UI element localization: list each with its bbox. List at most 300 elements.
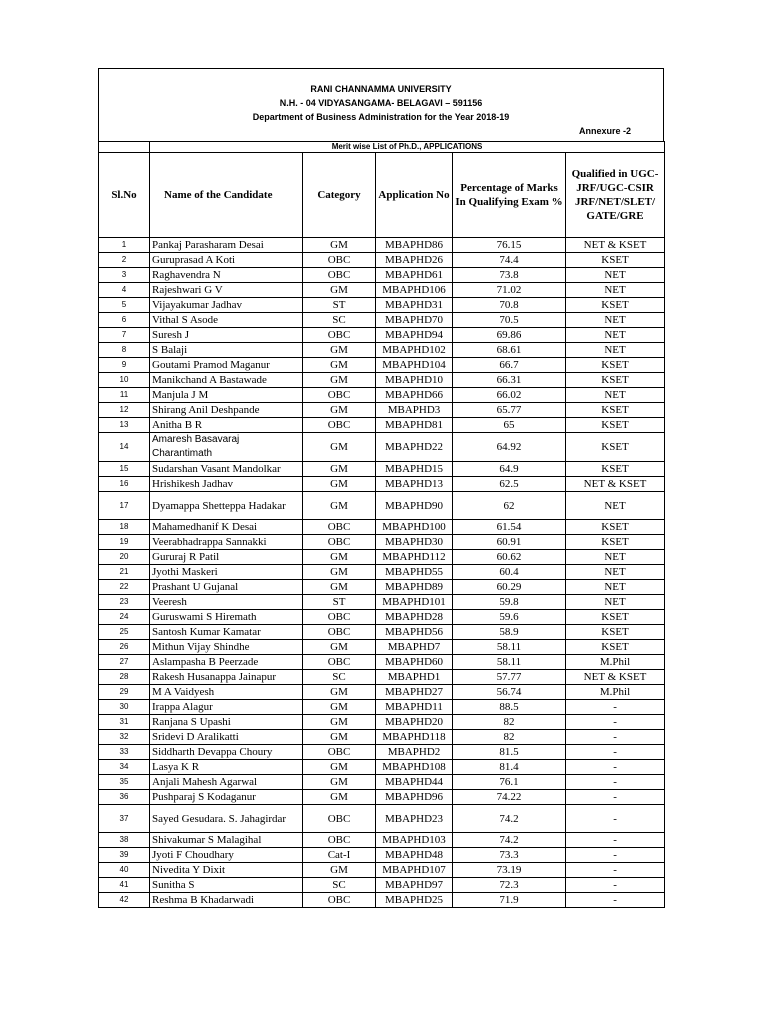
sl-number-cell: 24 [99,610,150,625]
candidate-name-cell: Amaresh Basavaraj Charantimath [150,433,303,462]
qualification-cell: - [566,805,665,833]
table-row [99,492,665,520]
qualification-cell: NET [566,492,665,520]
percentage-cell: 70.8 [453,298,566,313]
table-row [99,283,665,298]
candidate-name-cell: Prashant U Gujanal [150,580,303,595]
category-cell: GM [303,685,376,700]
col-header-category: Category [303,153,376,238]
application-no-cell: MBAPHD30 [376,535,453,550]
qualification-cell: NET & KSET [566,238,665,253]
sl-number-cell: 7 [99,328,150,343]
table-row [99,462,665,477]
candidate-name-cell: Pushparaj S Kodaganur [150,790,303,805]
table-row [99,580,665,595]
table-row [99,373,665,388]
category-cell: OBC [303,805,376,833]
percentage-cell: 72.3 [453,878,566,893]
sl-number-cell: 28 [99,670,150,685]
table-row [99,535,665,550]
table-row [99,595,665,610]
application-no-cell: MBAPHD26 [376,253,453,268]
application-no-cell: MBAPHD112 [376,550,453,565]
table-row [99,610,665,625]
sl-number-cell: 19 [99,535,150,550]
percentage-cell: 62.5 [453,477,566,492]
candidate-name-cell: Rajeshwari G V [150,283,303,298]
qualification-cell: NET [566,595,665,610]
category-cell: GM [303,283,376,298]
sl-number-cell: 8 [99,343,150,358]
qualification-cell: KSET [566,298,665,313]
table-row [99,863,665,878]
category-cell: GM [303,238,376,253]
percentage-cell: 59.6 [453,610,566,625]
qualification-cell: NET [566,550,665,565]
percentage-cell: 60.29 [453,580,566,595]
table-row [99,640,665,655]
application-no-cell: MBAPHD2 [376,745,453,760]
qualification-cell: NET [566,388,665,403]
category-cell: GM [303,565,376,580]
sl-number-cell: 30 [99,700,150,715]
qualification-cell: KSET [566,535,665,550]
candidate-name-cell: Nivedita Y Dixit [150,863,303,878]
sl-number-cell: 22 [99,580,150,595]
application-no-cell: MBAPHD11 [376,700,453,715]
category-cell: GM [303,715,376,730]
category-cell: OBC [303,253,376,268]
table-row [99,238,665,253]
sl-number-cell: 20 [99,550,150,565]
qualification-cell: - [566,775,665,790]
application-no-cell: MBAPHD56 [376,625,453,640]
sl-number-cell: 3 [99,268,150,283]
table-row [99,328,665,343]
candidate-name-cell: Manjula J M [150,388,303,403]
candidate-name-cell: Mahamedhanif K Desai [150,520,303,535]
percentage-cell: 81.4 [453,760,566,775]
table-row [99,655,665,670]
application-no-cell: MBAPHD48 [376,848,453,863]
qualification-cell: NET [566,580,665,595]
candidate-name-cell: Suresh J [150,328,303,343]
col-header-percentage: Percentage of Marks In Qualifying Exam % [453,153,566,238]
application-no-cell: MBAPHD60 [376,655,453,670]
sl-number-cell: 36 [99,790,150,805]
sl-number-cell: 10 [99,373,150,388]
qualification-cell: KSET [566,462,665,477]
university-name: RANI CHANNAMMA UNIVERSITY [310,84,452,94]
list-title: Merit wise List of Ph.D., APPLICATIONS [150,142,665,153]
percentage-cell: 68.61 [453,343,566,358]
category-cell: GM [303,790,376,805]
category-cell: OBC [303,418,376,433]
percentage-cell: 65.77 [453,403,566,418]
qualification-cell: - [566,790,665,805]
percentage-cell: 74.4 [453,253,566,268]
percentage-cell: 56.74 [453,685,566,700]
col-header-qualified: Qualified in UGC-JRF/UGC-CSIR JRF/NET/SLET/ GATE/GRE [566,153,665,238]
application-no-cell: MBAPHD25 [376,893,453,908]
table-row [99,715,665,730]
table-row [99,550,665,565]
table-row [99,775,665,790]
percentage-cell: 64.92 [453,433,566,462]
sl-number-cell: 41 [99,878,150,893]
candidate-name-cell: Irappa Alagur [150,700,303,715]
application-no-cell: MBAPHD27 [376,685,453,700]
application-no-cell: MBAPHD94 [376,328,453,343]
sl-number-cell: 11 [99,388,150,403]
application-no-cell: MBAPHD1 [376,670,453,685]
qualification-cell: - [566,848,665,863]
candidate-name-cell: Sudarshan Vasant Mandolkar [150,462,303,477]
sl-number-cell: 4 [99,283,150,298]
candidate-name-cell: Vijayakumar Jadhav [150,298,303,313]
qualification-cell: KSET [566,610,665,625]
application-no-cell: MBAPHD118 [376,730,453,745]
application-no-cell: MBAPHD90 [376,492,453,520]
application-no-cell: MBAPHD106 [376,283,453,298]
application-no-cell: MBAPHD96 [376,790,453,805]
table-row [99,833,665,848]
table-row [99,848,665,863]
category-cell: GM [303,492,376,520]
percentage-cell: 74.22 [453,790,566,805]
application-no-cell: MBAPHD102 [376,343,453,358]
qualification-cell: NET [566,565,665,580]
sl-number-cell: 12 [99,403,150,418]
percentage-cell: 58.11 [453,640,566,655]
qualification-cell: KSET [566,433,665,462]
table-row [99,358,665,373]
application-no-cell: MBAPHD31 [376,298,453,313]
candidate-name-cell: S Balaji [150,343,303,358]
category-cell: GM [303,358,376,373]
sl-number-cell: 35 [99,775,150,790]
application-no-cell: MBAPHD108 [376,760,453,775]
application-no-cell: MBAPHD103 [376,833,453,848]
category-cell: GM [303,775,376,790]
candidate-name-cell: Hrishikesh Jadhav [150,477,303,492]
qualification-cell: NET [566,268,665,283]
percentage-cell: 74.2 [453,805,566,833]
application-no-cell: MBAPHD20 [376,715,453,730]
sl-number-cell: 23 [99,595,150,610]
document-header [98,68,664,141]
candidate-name-cell: Veeresh [150,595,303,610]
application-no-cell: MBAPHD7 [376,640,453,655]
qualification-cell: KSET [566,253,665,268]
application-no-cell: MBAPHD3 [376,403,453,418]
qualification-cell: - [566,863,665,878]
table-row [99,805,665,833]
application-no-cell: MBAPHD23 [376,805,453,833]
table-row [99,878,665,893]
table-row [99,298,665,313]
category-cell: OBC [303,520,376,535]
qualification-cell: KSET [566,418,665,433]
category-cell: OBC [303,610,376,625]
qualification-cell: NET [566,313,665,328]
percentage-cell: 59.8 [453,595,566,610]
percentage-cell: 81.5 [453,745,566,760]
sl-number-cell: 39 [99,848,150,863]
qualification-cell: NET & KSET [566,670,665,685]
candidate-name-cell: Shirang Anil Deshpande [150,403,303,418]
application-no-cell: MBAPHD55 [376,565,453,580]
merit-table [98,141,665,908]
application-no-cell: MBAPHD22 [376,433,453,462]
candidate-name-cell: Mithun Vijay Shindhe [150,640,303,655]
table-row [99,433,665,462]
percentage-cell: 57.77 [453,670,566,685]
candidate-name-cell: Pankaj Parasharam Desai [150,238,303,253]
qualification-cell: - [566,893,665,908]
application-no-cell: MBAPHD66 [376,388,453,403]
sl-number-cell: 33 [99,745,150,760]
sl-number-cell: 9 [99,358,150,373]
sl-number-cell: 1 [99,238,150,253]
category-cell: SC [303,313,376,328]
qualification-cell: KSET [566,520,665,535]
candidate-name-cell: Goutami Pramod Maganur [150,358,303,373]
candidate-name-cell: Gururaj R Patil [150,550,303,565]
percentage-cell: 60.62 [453,550,566,565]
sl-number-cell: 37 [99,805,150,833]
table-row [99,313,665,328]
category-cell: GM [303,462,376,477]
annexure-label: Annexure -2 [578,126,631,136]
sl-number-cell: 25 [99,625,150,640]
table-row [99,893,665,908]
candidate-name-cell: Sridevi D Aralikatti [150,730,303,745]
table-row [99,685,665,700]
sl-number-cell: 40 [99,863,150,878]
category-cell: GM [303,343,376,358]
department-title: Department of Business Administration for the Year 2018-19 [252,112,510,122]
col-header-slno: Sl.No [99,153,150,238]
sl-number-cell: 32 [99,730,150,745]
percentage-cell: 58.11 [453,655,566,670]
application-no-cell: MBAPHD107 [376,863,453,878]
sl-number-cell: 13 [99,418,150,433]
sl-number-cell: 42 [99,893,150,908]
candidate-name-cell: Rakesh Husanappa Jainapur [150,670,303,685]
percentage-cell: 66.02 [453,388,566,403]
percentage-cell: 71.02 [453,283,566,298]
candidate-name-cell: Raghavendra N [150,268,303,283]
category-cell: OBC [303,625,376,640]
candidate-name-cell: Dyamappa Shetteppa Hadakar [150,492,303,520]
candidate-name-cell: Sunitha S [150,878,303,893]
application-no-cell: MBAPHD104 [376,358,453,373]
column-header-row [99,153,665,238]
application-no-cell: MBAPHD61 [376,268,453,283]
candidate-name-cell: Reshma B Khadarwadi [150,893,303,908]
category-cell: ST [303,595,376,610]
sl-number-cell: 26 [99,640,150,655]
sl-number-cell: 15 [99,462,150,477]
percentage-cell: 74.2 [453,833,566,848]
category-cell: OBC [303,893,376,908]
category-cell: OBC [303,745,376,760]
table-row [99,790,665,805]
university-address: N.H. - 04 VIDYASANGAMA- BELAGAVI – 591156 [279,98,483,108]
category-cell: SC [303,878,376,893]
application-no-cell: MBAPHD89 [376,580,453,595]
table-row [99,343,665,358]
candidate-name-cell: Sayed Gesudara. S. Jahagirdar [150,805,303,833]
category-cell: GM [303,760,376,775]
qualification-cell: NET [566,283,665,298]
sl-number-cell: 31 [99,715,150,730]
percentage-cell: 64.9 [453,462,566,477]
category-cell: GM [303,477,376,492]
candidate-name-cell: Veerabhadrappa Sannakki [150,535,303,550]
qualification-cell: - [566,745,665,760]
percentage-cell: 60.91 [453,535,566,550]
application-no-cell: MBAPHD97 [376,878,453,893]
category-cell: GM [303,550,376,565]
percentage-cell: 73.19 [453,863,566,878]
category-cell: OBC [303,388,376,403]
qualification-cell: NET [566,343,665,358]
qualification-cell: KSET [566,625,665,640]
percentage-cell: 73.3 [453,848,566,863]
candidate-name-cell: Guruprasad A Koti [150,253,303,268]
candidate-name-cell: Jyoti F Choudhary [150,848,303,863]
qualification-cell: M.Phil [566,685,665,700]
table-row [99,745,665,760]
qualification-cell: - [566,760,665,775]
qualification-cell: - [566,833,665,848]
table-row [99,388,665,403]
percentage-cell: 71.9 [453,893,566,908]
percentage-cell: 65 [453,418,566,433]
qualification-cell: NET & KSET [566,477,665,492]
col-header-application-no: Application No [376,153,453,238]
percentage-cell: 60.4 [453,565,566,580]
category-cell: GM [303,373,376,388]
percentage-cell: 76.1 [453,775,566,790]
percentage-cell: 82 [453,730,566,745]
candidate-name-cell: Anitha B R [150,418,303,433]
table-row [99,565,665,580]
qualification-cell: KSET [566,640,665,655]
qualification-cell: - [566,730,665,745]
category-cell: OBC [303,535,376,550]
percentage-cell: 76.15 [453,238,566,253]
candidate-name-cell: Anjali Mahesh Agarwal [150,775,303,790]
merit-list-sheet [98,68,664,908]
percentage-cell: 61.54 [453,520,566,535]
candidate-name-cell: Ranjana S Upashi [150,715,303,730]
sl-number-cell: 14 [99,433,150,462]
candidate-name-cell: M A Vaidyesh [150,685,303,700]
qualification-cell: NET [566,328,665,343]
qualification-cell: KSET [566,373,665,388]
table-row [99,625,665,640]
qualification-cell: - [566,878,665,893]
candidate-name-cell: Santosh Kumar Kamatar [150,625,303,640]
category-cell: GM [303,730,376,745]
qualification-cell: - [566,715,665,730]
application-no-cell: MBAPHD86 [376,238,453,253]
application-no-cell: MBAPHD81 [376,418,453,433]
candidate-name-cell: Manikchand A Bastawade [150,373,303,388]
percentage-cell: 66.7 [453,358,566,373]
category-cell: OBC [303,328,376,343]
category-cell: GM [303,403,376,418]
category-cell: GM [303,580,376,595]
category-cell: GM [303,863,376,878]
table-row [99,520,665,535]
percentage-cell: 73.8 [453,268,566,283]
qualification-cell: M.Phil [566,655,665,670]
category-cell: ST [303,298,376,313]
application-no-cell: MBAPHD15 [376,462,453,477]
blank-cell [99,142,150,153]
sl-number-cell: 18 [99,520,150,535]
sl-number-cell: 2 [99,253,150,268]
application-no-cell: MBAPHD70 [376,313,453,328]
sl-number-cell: 6 [99,313,150,328]
table-row [99,477,665,492]
candidate-name-cell: Siddharth Devappa Choury [150,745,303,760]
sl-number-cell: 16 [99,477,150,492]
qualification-cell: KSET [566,358,665,373]
qualification-cell: KSET [566,403,665,418]
application-no-cell: MBAPHD101 [376,595,453,610]
sl-number-cell: 29 [99,685,150,700]
candidate-name-cell: Shivakumar S Malagihal [150,833,303,848]
sl-number-cell: 34 [99,760,150,775]
col-header-name: Name of the Candidate [150,153,303,238]
sl-number-cell: 5 [99,298,150,313]
percentage-cell: 62 [453,492,566,520]
percentage-cell: 82 [453,715,566,730]
percentage-cell: 88.5 [453,700,566,715]
list-title-row [99,142,665,153]
category-cell: Cat-I [303,848,376,863]
percentage-cell: 69.86 [453,328,566,343]
application-no-cell: MBAPHD44 [376,775,453,790]
category-cell: GM [303,433,376,462]
sl-number-cell: 38 [99,833,150,848]
candidate-name-cell: Lasya K R [150,760,303,775]
candidate-name-cell: Guruswami S Hiremath [150,610,303,625]
application-no-cell: MBAPHD28 [376,610,453,625]
application-no-cell: MBAPHD13 [376,477,453,492]
sl-number-cell: 27 [99,655,150,670]
sl-number-cell: 17 [99,492,150,520]
category-cell: SC [303,670,376,685]
table-row [99,418,665,433]
table-row [99,403,665,418]
candidate-name-cell: Jyothi Maskeri [150,565,303,580]
qualification-cell: - [566,700,665,715]
table-row [99,268,665,283]
table-row [99,730,665,745]
table-row [99,700,665,715]
percentage-cell: 58.9 [453,625,566,640]
category-cell: OBC [303,268,376,283]
application-no-cell: MBAPHD100 [376,520,453,535]
candidate-name-cell: Aslampasha B Peerzade [150,655,303,670]
sl-number-cell: 21 [99,565,150,580]
